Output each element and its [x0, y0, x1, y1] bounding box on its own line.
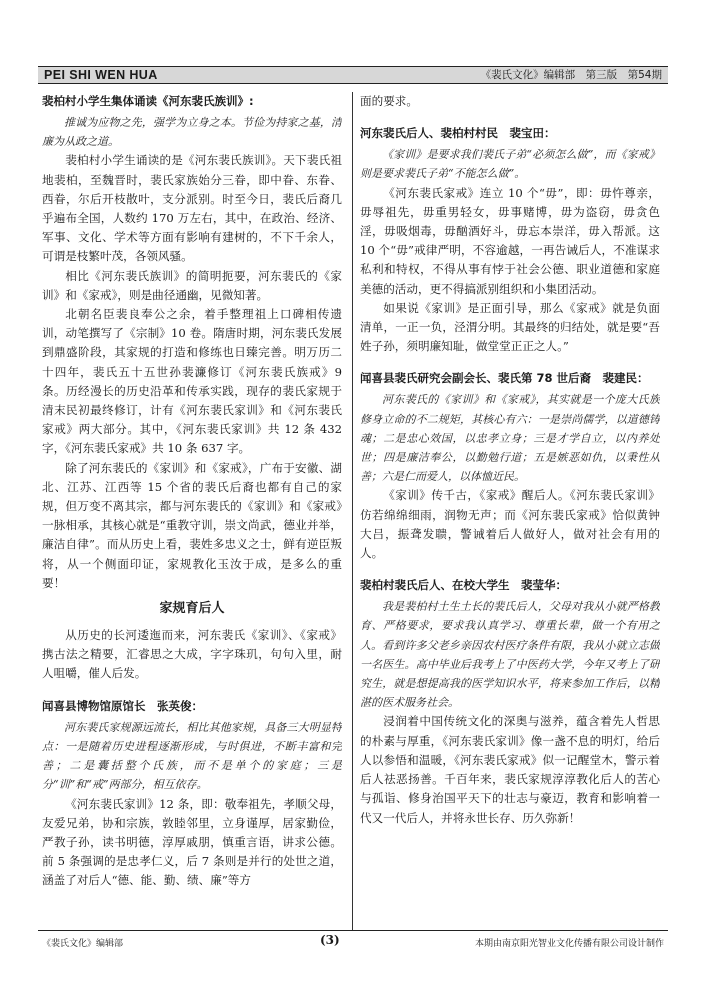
body-paragraph: 相比《河东裴氏族训》的简明扼要，河东裴氏的《家训》和《家戒》，则是曲径通幽，见微知著。	[42, 268, 342, 302]
section-title: 裴柏村小学生集体诵读《河东裴氏族训》:	[42, 94, 254, 108]
quote-paragraph: 我是裴柏村土生土长的裴氏后人，父母对我从小就严格教育、严格要求，要求我认真学习、尊重长辈，做一个有用之人。看到许多父老乡亲因农村医疗条件有限，我从小就立志做一名医生。高中毕业后我考上了中医药大学，今年又考上了研究生，就是想提高我的医学知识水平，将来参加工作后，以精湛的医术服务社会。	[360, 600, 660, 710]
footer-editorial: 《裴氏文化》编辑部	[42, 939, 124, 949]
body-paragraph: 面的要求。	[360, 94, 418, 108]
spacer	[42, 684, 342, 697]
body-paragraph: 《河东裴氏家训》12 条，即：敬奉祖先，孝顺父母，友爱兄弟，协和宗族，敦睦邻里，立身谨厚，居家勤俭，严教子孙，读书明德，淳厚戚朋，慎重言语，讲求公德。前 5 条强调的是忠孝仁义，后 7 条则是并行的处世之道，涵盖了对后人“德、能、勤、绩、廉”等方	[42, 796, 342, 888]
section-title: 河东裴氏后人、裴柏村村民 裴宝田：	[360, 126, 556, 141]
issue-info: 《裴氏文化》编辑部 第三版 第54期	[480, 69, 662, 81]
body-paragraph: 《家训》传千古，《家戒》醒后人。《河东裴氏家训》仿若绵绵细雨，润物无声；而《河东裴氏家戒》恰似黄钟大吕，振聋发聩，警诫着后人做好人，做对社会有用的人。	[360, 488, 660, 561]
body-paragraph: 如果说《家训》是正面引导，那么《家戒》就是负面清单，一正一负，泾渭分明。其最终的归结处，就是要“吾姓子孙，须明廉知耻，做堂堂正正之人。”	[360, 300, 660, 354]
footer-credit: 本期由南京阳光智业文化传播有限公司设计制作	[474, 939, 664, 949]
publication-name: PEI SHI WEN HUA	[44, 68, 158, 82]
spacer	[360, 563, 660, 576]
body-paragraph: 从历史的长河逶迤而来，河东裴氏《家训》、《家戒》携古法之精要，汇睿思之大成，字字珠玑，句句入里，耐人咀嚼，催人后发。	[42, 628, 342, 681]
spacer	[360, 111, 660, 124]
body-paragraph: 北朝名臣裴良奉公之余，着手整理祖上口碑相传遗训，动笔撰写了《宗制》10 卷。隋唐时期，河东裴氏发展到鼎盛阶段，其家规的打造和修练也日臻完善。明万历二十四年，裴氏五十五世孙裴濂修订《河东裴氏族戒》9 条。历经漫长的历史沿革和传承实践，现存的裴氏家规于清末民初最终修订，计有《河东裴氏家训》和《河东裴氏家戒》两大部分。其中，《河东裴氏家训》共 12 条 432 字，《河东裴氏家戒》共 10 条 637 字。	[42, 307, 342, 456]
quote-paragraph: 河东裴氏的《家训》和《家戒》，其实就是一个庞大氏族修身立命的不二规矩，其核心有六：一是崇尚儒学，以道德铸魂；二是忠心效国，以忠孝立身；三是才学自立，以内养处世；四是廉洁奉公，以勤勉行道；五是嫉恶如仇，以秉性从善；六是仁而爱人，以体恤近民。	[360, 393, 660, 484]
column-divider	[352, 92, 353, 930]
body-paragraph: 除了河东裴氏的《家训》和《家戒》，广布于安徽、湖北、江苏、江西等 15 个省的裴氏后裔也都有自己的家规，但万变不离其宗，都与河东裴氏的《家训》和《家戒》一脉相承，其核心就是“重教守训，崇文尚武，德业并举，廉洁自律”。而从历史上看，裴姓多忠义之士，鲜有逆臣叛将，从一个侧面印证，家规教化玉汝于成，是多么的重要！	[42, 460, 342, 590]
spacer	[360, 356, 660, 369]
newspaper-page	[38, 30, 668, 975]
quote-paragraph: 推诚为应物之先，强学为立身之本。节俭为持家之基，清廉为从政之道。	[42, 116, 342, 149]
quote-paragraph: 《家训》是要求我们裴氏子弟“必须怎么做”，而《家戒》则是要求裴氏子弟“不能怎么做”。	[360, 148, 660, 181]
left-column	[42, 92, 342, 932]
section-title: 裴柏村裴氏后人、在校大学生 裴莹华：	[360, 578, 567, 593]
section-heading: 家规育后人	[159, 601, 225, 617]
section-title: 闻喜县裴氏研究会副会长、裴氏第 78 世后裔 裴建民：	[360, 371, 649, 386]
right-column	[360, 92, 660, 932]
page-number: (3)	[320, 933, 340, 947]
section-title: 闻喜县博物馆原馆长 张英俊：	[42, 698, 203, 713]
footer-rule	[38, 930, 668, 931]
page-header	[38, 66, 668, 84]
quote-paragraph: 河东裴氏家规源远流长，相比其他家规，具备三大明显特点：一是随着历史进程逐渐形成，与时俱进，不断丰富和完善；二是囊括整个氏族，而不是单个的家庭；三是分“训”和“戒”两部分，相互依存。	[42, 720, 342, 792]
body-paragraph: 裴柏村小学生诵读的是《河东裴氏族训》。天下裴氏祖地裴柏，至魏晋时，裴氏家族始分三眷，即中眷、东眷、西眷，尔后开枝散叶，支分派别。时至今日，裴氏后裔几乎遍布全国，人数约 170 万左右，其中，在政治、经济、军事、文化、学术等方面有影响有建树的，不下千余人，可谓是枝繁叶茂，各领风骚。	[42, 153, 342, 264]
body-paragraph: 《河东裴氏家戒》连立 10 个“毋”，即：毋忤尊亲，毋辱祖先，毋重男轻女，毋事赌博，毋为盗窃，毋贪色淫，毋吸烟毒，毋酗酒好斗，毋忘本崇洋，毋入帮派。这 10 个“毋”戒律严明，不容逾越，一再告诫后人，不准谋求私利和特权，不得从事有悖于社会公德、职业道德和家庭美德的活动，更不得搞派别组织和小集团活动。	[360, 185, 660, 296]
body-paragraph: 浸润着中国传统文化的深奥与滋养，蕴含着先人哲思的朴素与厚重，《河东裴氏家训》像一盏不息的明灯，给后人以参悟和温暖，《河东裴氏家戒》似一记醒堂木，警示着后人祛恶扬善。千百年来，裴氏家规淳淳教化后人的苦心与孤诣、修身治国平天下的壮志与豪迈，教育和影响着一代又一代后人，并将永世长存、历久弥新！	[360, 714, 660, 825]
